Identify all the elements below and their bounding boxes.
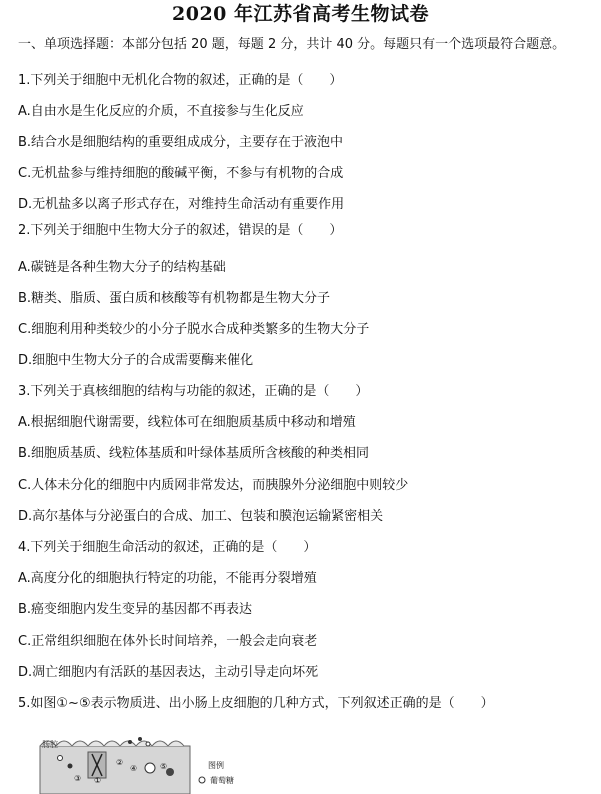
- option-line: B.结合水是细胞结构的重要组成成分，主要存在于液泡中: [18, 135, 344, 150]
- marker-3: ③: [74, 774, 82, 783]
- option-line: D.凋亡细胞内有活跃的基因表达，主动引导走向坏死: [18, 665, 319, 680]
- option-line: C.无机盐参与维持细胞的酸碱平衡，不参与有机物的合成: [18, 166, 344, 181]
- option-line: C.正常组织细胞在体外长时间培养，一般会走向衰老: [18, 634, 318, 649]
- question-stem: 2.下列关于细胞中生物大分子的叙述，错误的是（ ）: [18, 223, 343, 238]
- option-line: A.高度分化的细胞执行特定的功能，不能再分裂增殖: [18, 571, 317, 586]
- exam-title: 2020 年江苏省高考生物试卷: [172, 3, 429, 25]
- option-line: B.细胞质基质、线粒体基质和叶绿体基质所含核酸的种类相同: [18, 446, 370, 461]
- option-line: D.高尔基体与分泌蛋白的合成、加工、包装和膜泡运输紧密相关: [18, 509, 384, 524]
- section-header: 一、单项选择题：本部分包括 20 题，每题 2 分，共计 40 分。每题只有一个选项最符合题意。: [18, 37, 566, 52]
- marker-2: ②: [116, 758, 124, 767]
- option-line: B.糖类、脂质、蛋白质和核酸等有机物都是生物大分子: [18, 291, 331, 306]
- legend-title: 图例: [208, 761, 224, 770]
- option-line: C.细胞利用种类较少的小分子脱水合成种类繁多的生物大分子: [18, 322, 370, 337]
- question-stem: 4.下列关于细胞生命活动的叙述，正确的是（ ）: [18, 540, 317, 555]
- intestinal-cell-figure: [30, 736, 280, 794]
- option-line: A.根据细胞代谢需要，线粒体可在细胞质基质中移动和增殖: [18, 415, 356, 430]
- question-stem: 1.下列关于细胞中无机化合物的叙述，正确的是（ ）: [18, 73, 343, 88]
- figure-label-top: 肠腔: [42, 740, 58, 749]
- question-stem: 3.下列关于真核细胞的结构与功能的叙述，正确的是（ ）: [18, 384, 369, 399]
- option-line: A.碳链是各种生物大分子的结构基础: [18, 260, 226, 275]
- option-line: B.癌变细胞内发生变异的基因都不再表达: [18, 602, 253, 617]
- transport-diagram: [30, 736, 280, 794]
- marker-1: ①: [94, 776, 102, 785]
- legend-item-glucose: 葡萄糖: [210, 776, 234, 785]
- option-line: A.自由水是生化反应的介质，不直接参与生化反应: [18, 104, 304, 119]
- marker-4: ④: [130, 764, 138, 773]
- question-stem: 5.如图①~⑤表示物质进、出小肠上皮细胞的几种方式，下列叙述正确的是（ ）: [18, 696, 494, 711]
- option-line: D.细胞中生物大分子的合成需要酶来催化: [18, 353, 254, 368]
- marker-5: ⑤: [160, 762, 168, 771]
- option-line: C.人体未分化的细胞中内质网非常发达，而胰腺外分泌细胞中则较少: [18, 478, 409, 493]
- option-line: D.无机盐多以离子形式存在，对维持生命活动有重要作用: [18, 197, 345, 212]
